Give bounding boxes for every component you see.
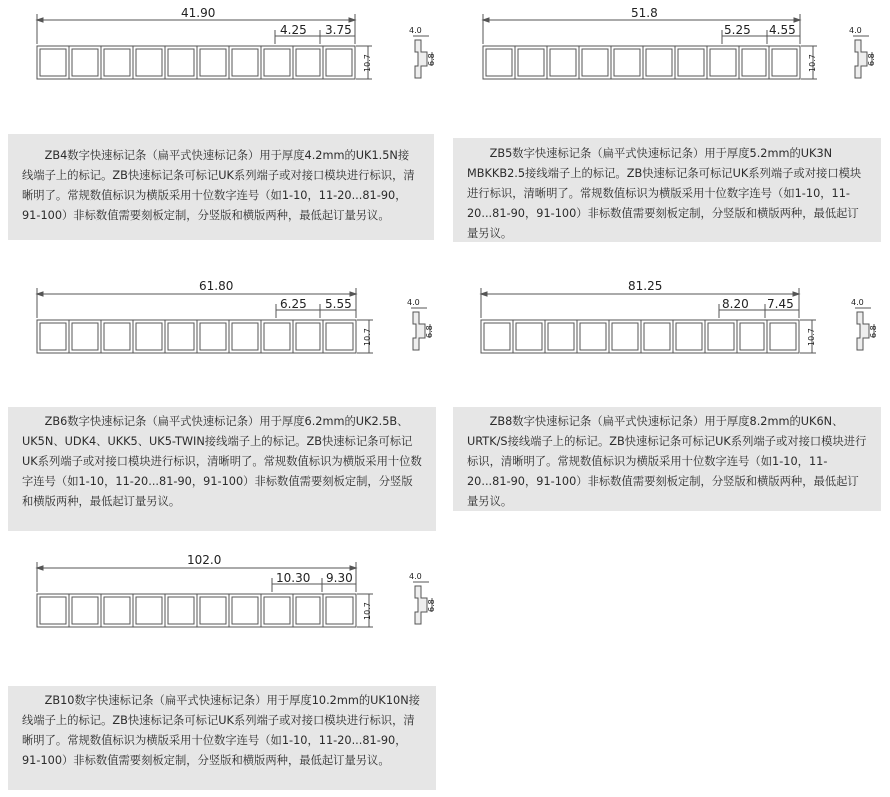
description-panel	[8, 134, 434, 240]
strip-height-label: 10.7	[808, 54, 817, 72]
product-zb5	[445, 0, 890, 260]
strip-drawing-zb6	[0, 276, 445, 396]
strip-drawing-zb4	[0, 0, 445, 120]
side-width-label: 4.0	[851, 298, 864, 307]
side-inner-label: 6.8	[427, 53, 436, 66]
description-text: ZB5数字快速标记条（扁平式快速标记条）用于厚度5.2mm的UK3N MBKKB2.5接线端子上的标记。ZB快速标记条可标记UK系列端子或对接口模块进行标识，清晰明了。常规数值标识为横版采用十位数字连号（如1-10，11-20...81-90，91-100）非标数值需要刻板定制，分竖版和横版两种，最低起订量另议。	[467, 147, 862, 240]
end-cell-label: 9.30	[326, 571, 353, 585]
side-width-label: 4.0	[409, 26, 422, 35]
cell-pitch-label: 10.30	[276, 571, 311, 585]
total-length-label: 102.0	[187, 553, 222, 567]
description-text: ZB10数字快速标记条（扁平式快速标记条）用于厚度10.2mm的UK10N接线端子上的标记。ZB快速标记条可标记UK系列端子或对接口模块进行标识，清晰明了。常规数值标识为横版采用十位数字连号（如1-10，11-20...81-90，91-100）非标数值需要刻板定制，分竖版和横版两种，最低起订量另议。	[22, 694, 420, 767]
description-text: ZB8数字快速标记条（扁平式快速标记条）用于厚度8.2mm的UK6N、URTK/S接线端子上的标记。ZB快速标记条可标记UK系列端子或对接口模块进行标识，清晰明了。常规数值标识为横版采用十位数字连号（如1-10，11-20...81-90，91-100）非标数值需要刻板定制，分竖版和横版两种，最低起订量另议。	[467, 415, 867, 508]
product-zb4	[0, 0, 445, 260]
cell-pitch-label: 6.25	[280, 297, 307, 311]
description-text: ZB4数字快速标记条（扁平式快速标记条）用于厚度4.2mm的UK1.5N接线端子上的标记。ZB快速标记条可标记UK系列端子或对接口模块进行标识，清晰明了。常规数值标识为横版采用十位数字连号（如1-10，11-20...81-90，91-100）非标数值需要刻板定制，分竖版和横版两种，最低起订量另议。	[22, 149, 415, 222]
product-zb8	[445, 276, 890, 536]
end-cell-label: 7.45	[767, 297, 794, 311]
side-profile-zb8	[847, 298, 887, 358]
end-cell-label: 5.55	[325, 297, 352, 311]
side-inner-label: 6.8	[869, 325, 878, 338]
description-panel	[8, 407, 436, 531]
product-zb6	[0, 276, 445, 536]
strip-height-label: 10.7	[363, 54, 372, 72]
strip-drawing-zb5	[445, 0, 890, 120]
end-cell-label: 4.55	[769, 23, 796, 37]
total-length-label: 81.25	[628, 279, 663, 293]
strip-height-label: 10.7	[363, 602, 372, 620]
side-profile-zb10	[405, 572, 445, 632]
product-zb10	[0, 550, 445, 797]
side-profile-zb4	[405, 26, 445, 86]
side-profile-zb6	[403, 298, 443, 358]
side-width-label: 4.0	[849, 26, 862, 35]
side-width-label: 4.0	[407, 298, 420, 307]
side-inner-label: 6.8	[425, 325, 434, 338]
total-length-label: 51.8	[631, 6, 658, 20]
total-length-label: 61.80	[199, 279, 234, 293]
description-panel	[453, 138, 881, 242]
cell-pitch-label: 8.20	[722, 297, 749, 311]
description-panel	[8, 686, 436, 790]
strip-height-label: 10.7	[807, 328, 816, 346]
end-cell-label: 3.75	[325, 23, 352, 37]
description-text: ZB6数字快速标记条（扁平式快速标记条）用于厚度6.2mm的UK2.5B、UK5N、UDK4、UKK5、UK5-TWIN接线端子上的标记。ZB快速标记条可标记UK系列端子或对接口模块进行标识，清晰明了。常规数值标识为横版采用十位数字连号（如1-10，11-20...81-90，91-100）非标数值需要刻板定制，分竖版和横版两种，最低起订量另议。	[22, 415, 422, 508]
cell-pitch-label: 4.25	[280, 23, 307, 37]
side-profile-zb5	[845, 26, 885, 86]
side-inner-label: 6.8	[427, 599, 436, 612]
side-inner-label: 6.8	[867, 53, 876, 66]
side-width-label: 4.0	[409, 572, 422, 581]
strip-drawing-zb8	[445, 276, 890, 396]
strip-height-label: 10.7	[363, 328, 372, 346]
description-panel	[453, 407, 881, 511]
strip-drawing-zb10	[0, 550, 445, 670]
total-length-label: 41.90	[181, 6, 216, 20]
cell-pitch-label: 5.25	[724, 23, 751, 37]
